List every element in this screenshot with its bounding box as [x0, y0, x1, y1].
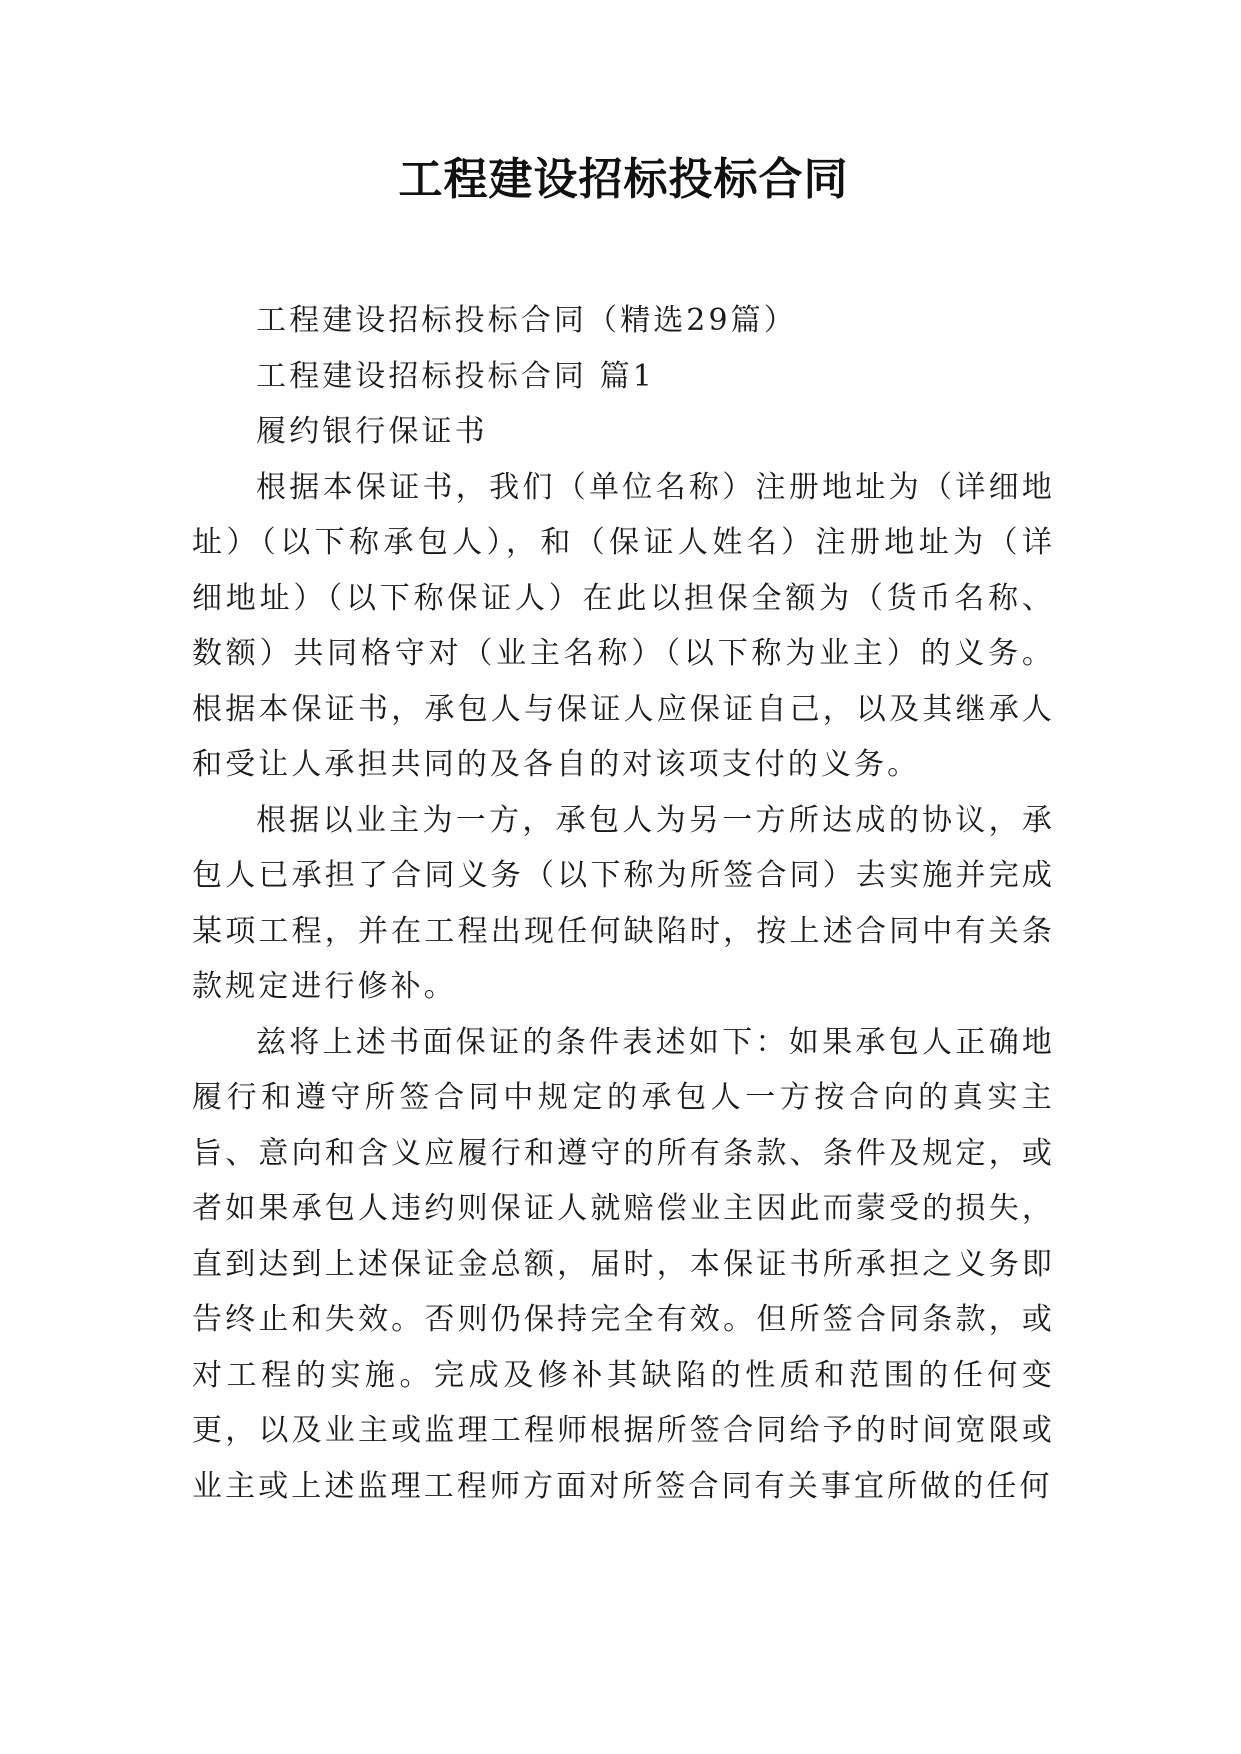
- section-heading: 工程建设招标投标合同 篇1: [256, 358, 655, 394]
- document-body: [192, 293, 1055, 1514]
- paragraph: 根据以业主为一方，承包人为另一方所达成的协议，承包人已承担了合同义务（以下称为所签合同）去实施并完成某项工程，并在工程出现任何缺陷时，按上述合同中有关条款规定进行修补。: [192, 802, 1055, 1004]
- section-title: 履约银行保证书: [256, 414, 488, 449]
- paragraph: 根据本保证书，我们（单位名称）注册地址为（详细地址）（以下称承包人），和（保证人姓名）注册地址为（详细地址）（以下称保证人）在此以担保全额为（货币名称、数额）共同格守对（业主名称）（以下称为业主）的义务。根据本保证书，承包人与保证人应保证自己，以及其继承人和受让人承担共同的及各自的对该项支付的义务。: [192, 469, 1055, 782]
- paragraph: 兹将上述书面保证的条件表述如下：如果承包人正确地履行和遵守所签合同中规定的承包人一方按合向的真实主旨、意向和含义应履行和遵守的所有条款、条件及规定，或者如果承包人违约则保证人就赔偿业主因此而蒙受的损失，直到达到上述保证金总额，届时，本保证书所承担之义务即告终止和失效。否则仍保持完全有效。但所签合同条款，或对工程的实施。完成及修补其缺陷的性质和范围的任何变更，以及业主或监理工程师根据所签合同给予的时间宽限或业主或上述监理工程师方面对所签合同有关事宜所做的任何: [192, 1024, 1055, 1504]
- doc-subtitle: 工程建设招标投标合同（精选29篇）: [256, 303, 797, 338]
- document-title: 工程建设招标投标合同: [398, 154, 849, 205]
